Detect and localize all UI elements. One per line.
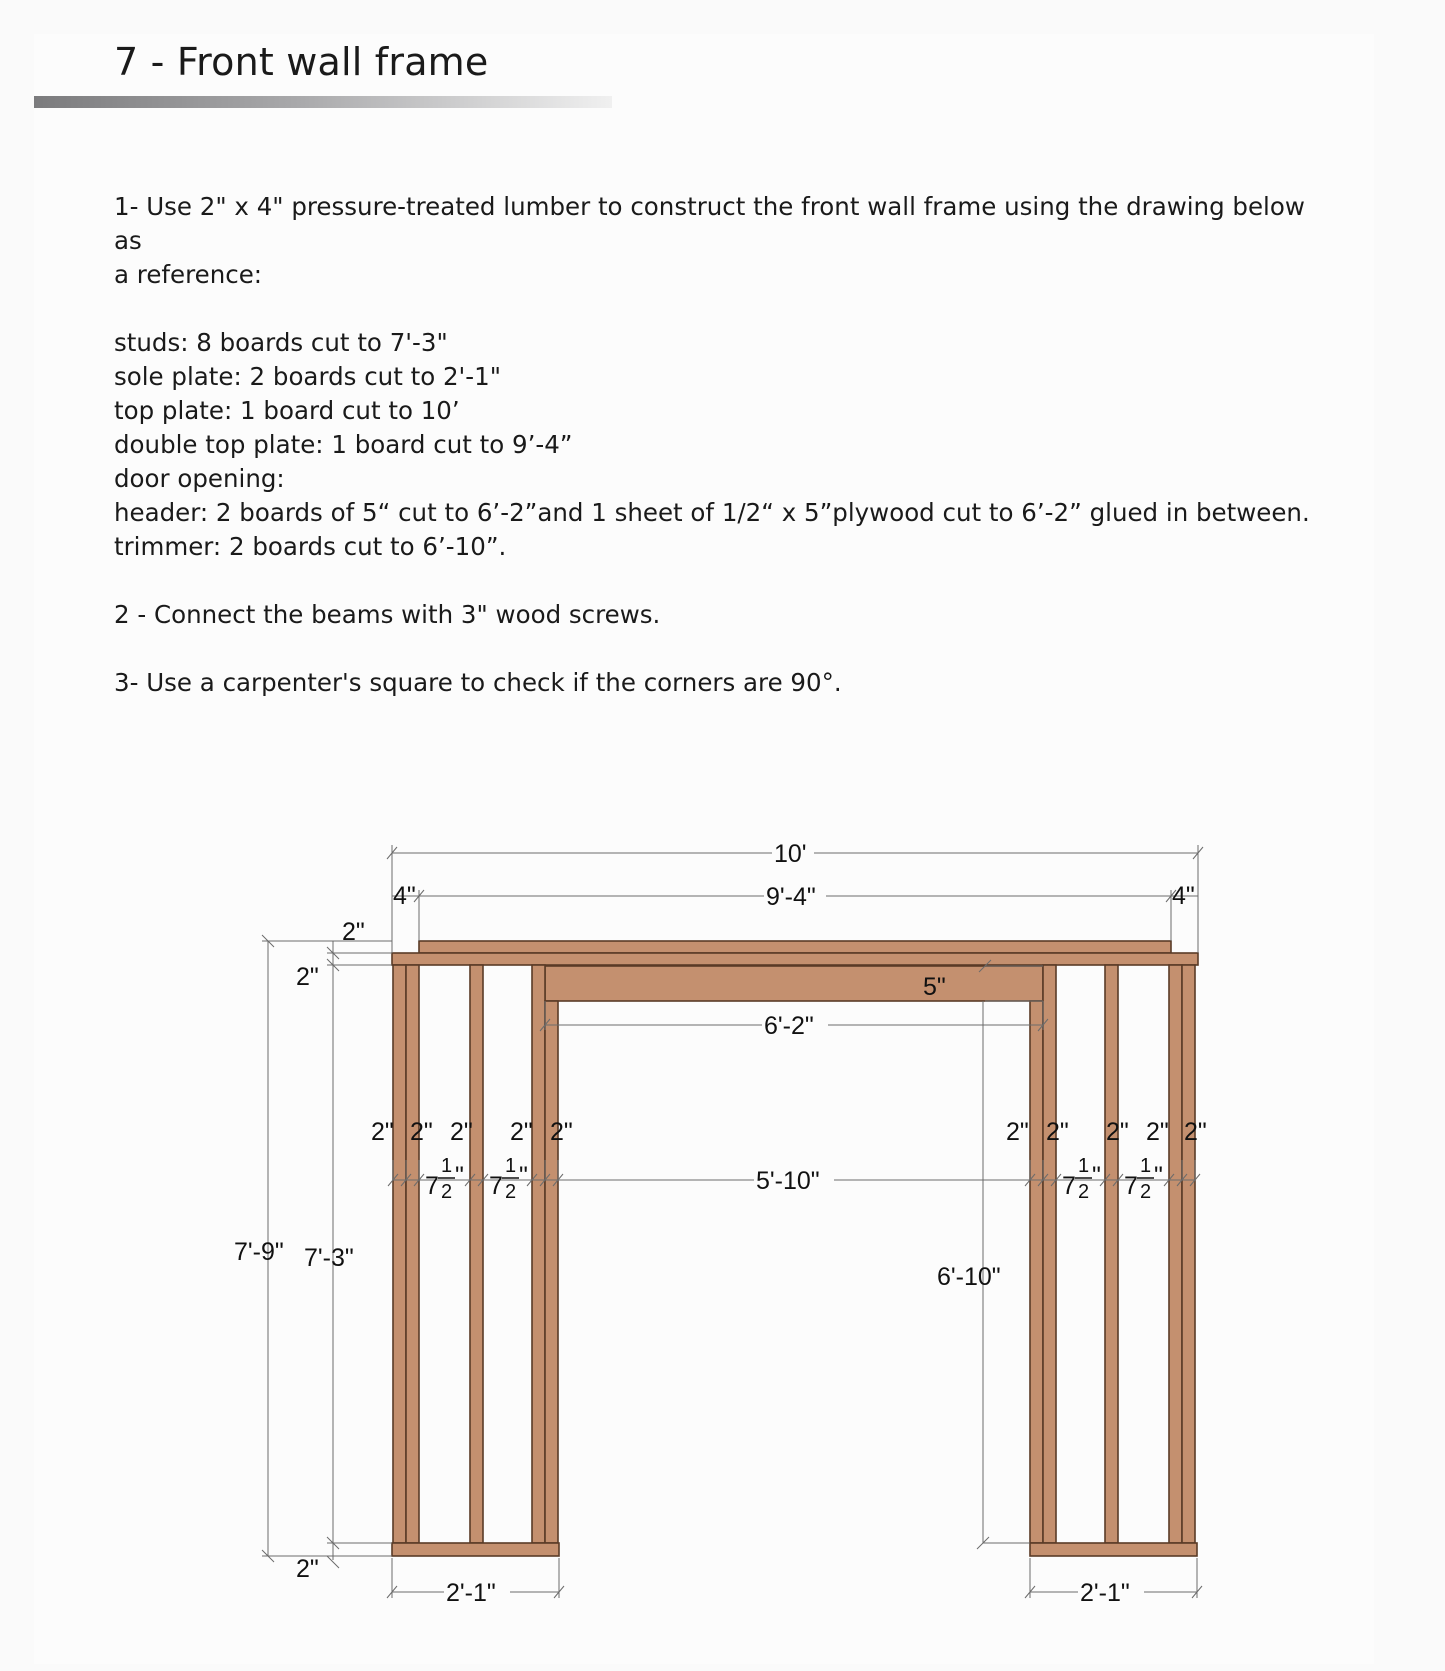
step-1-text-cont: a reference: [114,260,263,289]
dim-header-height: 5" [923,973,946,1001]
svg-text:2: 2 [1140,1181,1152,1203]
svg-text:7: 7 [1124,1172,1138,1200]
stud-width-label: 2" [410,1118,433,1146]
dim-sole-thickness: 2" [296,1555,319,1583]
header [545,966,1043,1001]
stud [470,965,483,1543]
trimmer [1030,1001,1043,1543]
stud-width-label: 2" [510,1118,533,1146]
svg-text:7: 7 [425,1172,439,1200]
double-top-plate [419,941,1171,953]
stud [1169,965,1182,1543]
dim-total-height: 7'-9" [234,1238,284,1266]
dim-double-top-plate: 9'-4" [766,883,816,911]
cut-list-item: top plate: 1 board cut to 10’ [114,396,460,425]
stud [532,965,545,1543]
stud [1043,965,1056,1543]
step-1-text: 1- Use 2" x 4" pressure-treated lumber to construct the front wall frame using the drawing below as [114,192,1305,255]
stud-spacing-label [1124,1155,1163,1203]
cut-list-item: door opening: [114,464,285,493]
dim-left-sole: 2'-1" [446,1579,496,1607]
dim-header-length: 6'-2" [764,1012,814,1040]
top-plate [392,953,1198,965]
svg-text:": " [1092,1162,1101,1190]
stud [1182,965,1195,1543]
svg-text:": " [1154,1162,1163,1190]
stud-width-label: 2" [1006,1118,1029,1146]
page-title: 7 - Front wall frame [114,40,489,84]
cut-list-item: double top plate: 1 board cut to 9’-4” [114,430,573,459]
dim-opening-width: 5'-10" [756,1167,820,1195]
stud-width-label: 2" [1146,1118,1169,1146]
dim-top-plate-thickness: 2" [296,963,319,991]
sole-plate-right [1030,1543,1197,1556]
dim-trimmer-height: 6'-10" [937,1263,1001,1291]
svg-text:1: 1 [505,1155,517,1177]
dim-right-inset: 4" [1172,882,1195,910]
stud [393,965,406,1543]
dim-stud-length: 7'-3" [304,1244,354,1272]
svg-text:": " [455,1162,464,1190]
svg-text:2: 2 [505,1181,517,1203]
stud-width-label: 2" [1106,1118,1129,1146]
step-3-text: 3- Use a carpenter's square to check if the corners are 90°. [114,668,842,697]
stud-spacing-label [1062,1155,1101,1203]
svg-text:1: 1 [1140,1155,1152,1177]
stud-width-label: 2" [450,1118,473,1146]
sole-plate-left [392,1543,559,1556]
cut-list-item: trimmer: 2 boards cut to 6’-10”. [114,532,507,561]
stud-width-label: 2" [1046,1118,1069,1146]
step-2-text: 2 - Connect the beams with 3" wood screws. [114,600,661,629]
trimmer [545,1001,558,1543]
cut-list-item: sole plate: 2 boards cut to 2'-1" [114,362,501,391]
stud-spacing-label [489,1155,528,1203]
cut-list-item: studs: 8 boards cut to 7'-3" [114,328,448,357]
dim-double-top-thickness: 2" [342,918,365,946]
svg-text:7: 7 [489,1172,503,1200]
dim-right-sole: 2'-1" [1080,1579,1130,1607]
svg-text:2: 2 [441,1181,453,1203]
cut-list-item: header: 2 boards of 5“ cut to 6’-2”and 1 sheet of 1/2“ x 5”plywood cut to 6’-2” glued in between. [114,498,1310,527]
stud [1105,965,1118,1543]
dim-top-plate: 10' [774,840,807,868]
svg-text:1: 1 [441,1155,453,1177]
stud-spacing-label [425,1155,464,1203]
svg-text:": " [519,1162,528,1190]
dim-left-inset: 4" [393,882,416,910]
svg-text:1: 1 [1078,1155,1090,1177]
svg-text:7: 7 [1062,1172,1076,1200]
svg-text:2: 2 [1078,1181,1090,1203]
stud [406,965,419,1543]
stud-width-label: 2" [550,1118,573,1146]
stud-width-label: 2" [1184,1118,1207,1146]
stud-width-label: 2" [371,1118,394,1146]
